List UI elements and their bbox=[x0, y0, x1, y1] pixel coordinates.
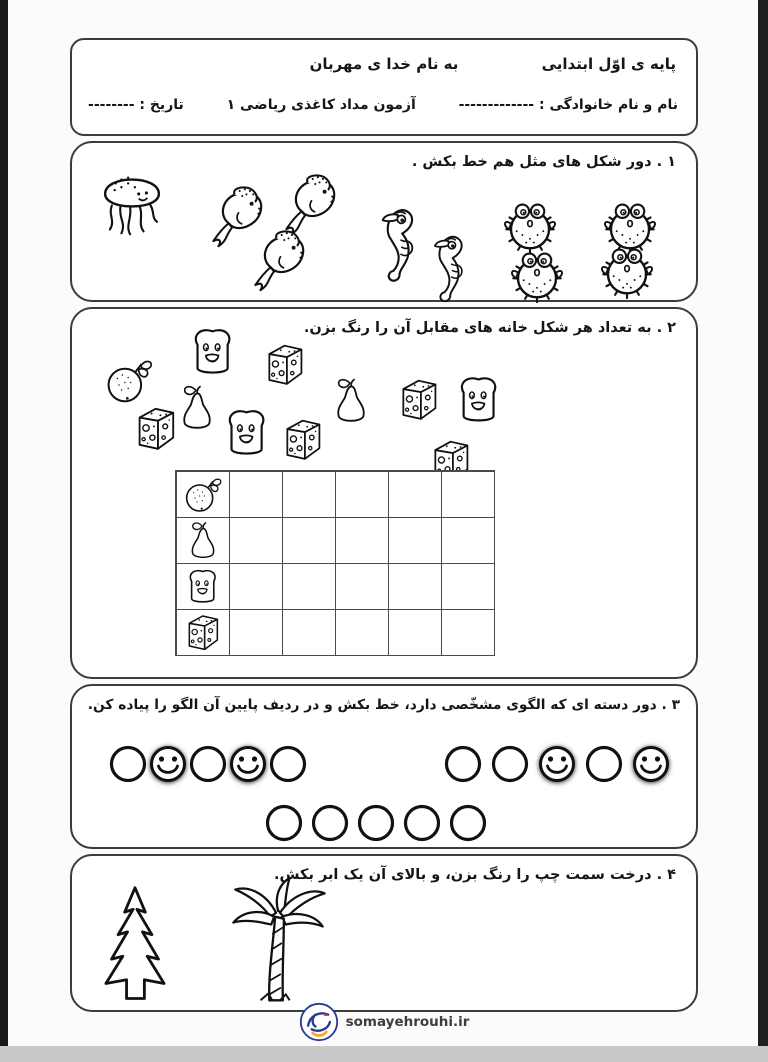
photo-edge-left bbox=[0, 0, 8, 1046]
section1-box bbox=[70, 141, 698, 302]
section3-title: ۳ . دور دسته ای که الگوی مشخّصی دارد، خط بکش و در ردیف پایین آن الگو را پیاده کن. bbox=[87, 697, 680, 713]
answer-circle[interactable] bbox=[264, 803, 304, 843]
grid-blank-cell[interactable] bbox=[282, 471, 336, 518]
counting-grid bbox=[175, 470, 495, 656]
site-logo-icon bbox=[299, 1002, 339, 1042]
test-title: آزمون مداد کاغذی ریاضی ۱ bbox=[226, 97, 416, 113]
empty-circle bbox=[108, 744, 148, 784]
pear-image bbox=[178, 383, 216, 431]
grid-blank-cell[interactable] bbox=[441, 517, 495, 564]
grid-blank-cell[interactable] bbox=[229, 471, 283, 518]
orange-image bbox=[102, 355, 156, 405]
grid-blank-cell[interactable] bbox=[441, 563, 495, 610]
seahorse-image bbox=[424, 233, 470, 306]
grid-blank-cell[interactable] bbox=[335, 563, 389, 610]
grid-blank-cell[interactable] bbox=[335, 517, 389, 564]
grid-blank-cell[interactable] bbox=[229, 609, 283, 656]
fish-image bbox=[249, 229, 311, 297]
bread-image bbox=[224, 403, 270, 461]
cheese-image bbox=[134, 404, 178, 452]
grid-blank-cell[interactable] bbox=[441, 609, 495, 656]
answer-circle[interactable] bbox=[356, 803, 396, 843]
pufferfish-image bbox=[508, 246, 566, 303]
grid-blank-cell[interactable] bbox=[388, 609, 442, 656]
grid-blank-cell[interactable] bbox=[282, 517, 336, 564]
grid-blank-cell[interactable] bbox=[229, 563, 283, 610]
section4-box bbox=[70, 854, 698, 1012]
cheese-grid-icon bbox=[176, 609, 230, 656]
pattern-answer-row bbox=[264, 803, 488, 843]
cheese-image bbox=[264, 341, 306, 387]
grid-blank-cell[interactable] bbox=[388, 517, 442, 564]
student-name-field[interactable]: نام و نام خانوادگی : ------------- bbox=[458, 97, 678, 113]
date-field[interactable]: تاریخ : -------- bbox=[88, 97, 184, 113]
smiley-face bbox=[228, 744, 268, 784]
section3-box bbox=[70, 684, 698, 849]
seahorse-image bbox=[372, 206, 420, 286]
empty-circle bbox=[268, 744, 308, 784]
footer bbox=[0, 999, 768, 1045]
empty-circle bbox=[584, 744, 624, 784]
section1-title: ۱ . دور شکل های مثل هم خط بکش . bbox=[411, 154, 676, 170]
pear-image bbox=[332, 376, 370, 424]
empty-circle bbox=[188, 744, 228, 784]
answer-circle[interactable] bbox=[448, 803, 488, 843]
photo-edge-right bbox=[758, 0, 768, 1046]
pattern-group-right bbox=[443, 744, 671, 784]
answer-circle[interactable] bbox=[310, 803, 350, 843]
grid-blank-cell[interactable] bbox=[282, 563, 336, 610]
bismillah-text: به نام خدا ی مهربان bbox=[309, 55, 459, 73]
grid-blank-cell[interactable] bbox=[388, 563, 442, 610]
empty-circle bbox=[443, 744, 483, 784]
pear-grid-icon bbox=[176, 517, 230, 564]
grid-blank-cell[interactable] bbox=[229, 517, 283, 564]
smiley-face bbox=[148, 744, 188, 784]
smiley-face bbox=[631, 744, 671, 784]
pine-tree-image bbox=[87, 884, 183, 1006]
palm-tree-image bbox=[224, 874, 334, 1010]
smiley-face bbox=[537, 744, 577, 784]
website-text: somayehrouhi.ir bbox=[345, 1014, 470, 1030]
photo-edge-bottom bbox=[0, 1046, 768, 1062]
cheese-image bbox=[398, 376, 440, 422]
grid-blank-cell[interactable] bbox=[335, 609, 389, 656]
section2-box bbox=[70, 307, 698, 679]
cheese-image bbox=[282, 416, 324, 462]
answer-circle[interactable] bbox=[402, 803, 442, 843]
section2-title: ۲ . به تعداد هر شکل خانه های مقابل آن را رنگ بزن. bbox=[303, 320, 676, 336]
empty-circle bbox=[490, 744, 530, 784]
grid-blank-cell[interactable] bbox=[441, 471, 495, 518]
grid-blank-cell[interactable] bbox=[335, 471, 389, 518]
jellyfish-image bbox=[97, 168, 167, 240]
grid-blank-cell[interactable] bbox=[388, 471, 442, 518]
pufferfish-image bbox=[598, 242, 656, 299]
orange-grid-icon bbox=[176, 471, 230, 518]
bread-image bbox=[190, 323, 236, 379]
grid-blank-cell[interactable] bbox=[282, 609, 336, 656]
bread-image bbox=[456, 372, 502, 426]
grade-label: پایه ی اوّل ابتدایی bbox=[541, 55, 676, 73]
header-box bbox=[70, 38, 698, 136]
bread-grid-icon bbox=[176, 563, 230, 610]
pattern-group-left bbox=[108, 744, 308, 784]
section4-title: ۴ . درخت سمت چپ را رنگ بزن، و بالای آن یک ابر بکش. bbox=[274, 867, 676, 883]
